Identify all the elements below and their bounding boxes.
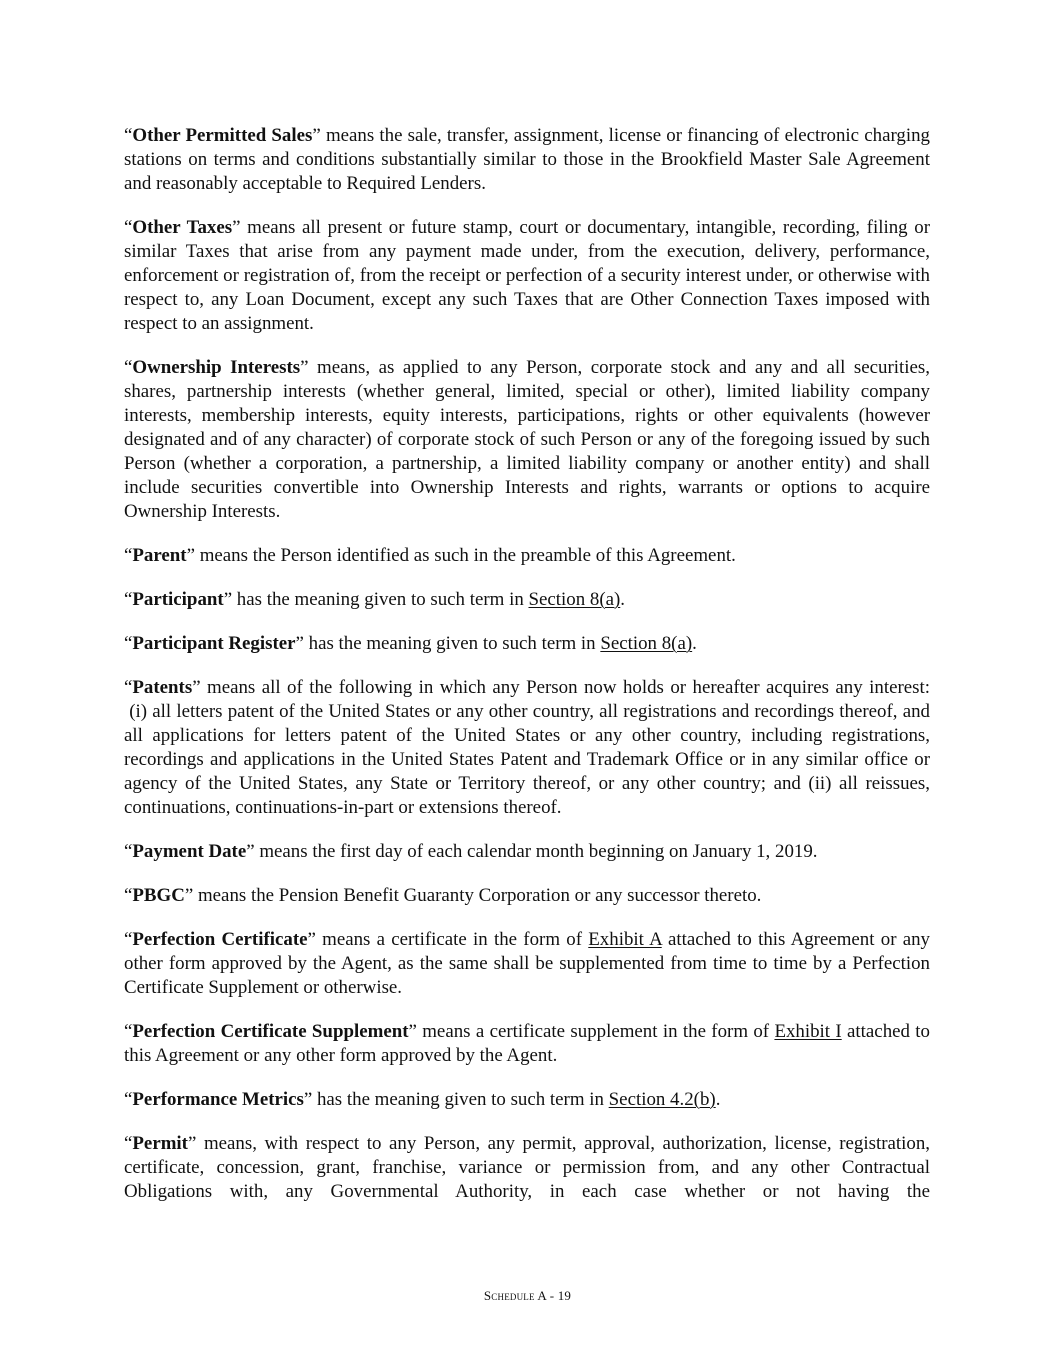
definition-pbgc: “PBGC” means the Pension Benefit Guaranty Corporation or any successor thereto. bbox=[124, 885, 762, 906]
definition-text: ” means a certificate supplement in the form of bbox=[408, 1021, 775, 1042]
definition-text: ” means all present or future stamp, court or documentary, intangible, recording, filing or similar Taxes that arise from any payment made under, from the execution, delivery, performance, enforcement or registration of, from the receipt or perfection of a security interest under, or otherwise with respect to, any Loan Document, except any such Taxes that are Other Connection Taxes imposed with respect to an assignment. bbox=[124, 217, 930, 334]
exhibit-reference-link[interactable]: Exhibit A bbox=[588, 929, 662, 950]
definition-text: ” has the meaning given to such term in bbox=[223, 589, 529, 610]
page-footer: Schedule A - 19 bbox=[483, 1288, 572, 1303]
definition-text: ” has the meaning given to such term in bbox=[303, 1089, 609, 1110]
definition-other-permitted-sales: “Other Permitted Sales” means the sale, transfer, assignment, license or financing of electronic charging stations on terms and conditions substantially similar to those in the Brookfield Master Sale Agreement and reasonably acceptable to Required Lenders. bbox=[124, 125, 930, 194]
definition-tail: . bbox=[692, 633, 697, 654]
definition-text: ” has the meaning given to such term in bbox=[295, 633, 601, 654]
definition-tail: attached to this Agreement or any other form approved by the Agent, as the same shall be supplemented from time to time by a Perfection Certificate Supplement or otherwise. bbox=[124, 929, 931, 998]
definition-text: ” means the first day of each calendar month beginning on January 1, 2019. bbox=[246, 841, 818, 862]
definition-perfection-certificate-supplement: “Perfection Certificate Supplement” means a certificate supplement in the form of Exhibit I attached to this Agreement or any other form approved by the Agent. bbox=[124, 1021, 931, 1066]
defined-term: Parent bbox=[132, 545, 187, 566]
definition-permit: “Permit” means, with respect to any Person, any permit, approval, authorization, license, registration, certificate, concession, grant, franchise, variance or permission from, and any other Contractual Obligations with, any Governmental Authority, in each case whether or not having the bbox=[124, 1133, 930, 1202]
defined-term: PBGC bbox=[132, 885, 185, 906]
definition-parent: “Parent” means the Person identified as such in the preamble of this Agreement. bbox=[124, 545, 736, 566]
definition-ownership-interests: “Ownership Interests” means, as applied to any Person, corporate stock and any and all securities, shares, partnership interests (whether general, limited, special or other), limited liability company interests, membership interests, equity interests, participations, rights or other equivalents (however designated and of any character) of corporate stock of such Person or any of the foregoing issued by such Person (whether a corporation, a partnership, a limited liability company or another entity) and shall include securities convertible into Ownership Interests and rights, warrants or options to acquire Ownership Interests. bbox=[124, 357, 930, 522]
definition-payment-date: “Payment Date” means the first day of each calendar month beginning on January 1, 2019. bbox=[124, 841, 818, 862]
definition-text: ” means, as applied to any Person, corporate stock and any and all securities, shares, partnership interests (whether general, limited, special or other), limited liability company interests, membership interests, equity interests, participations, rights or other equivalents (however designated and of any character) of corporate stock of such Person or any of the foregoing issued by such Person (whether a corporation, a partnership, a limited liability company or another entity) and shall include securities convertible into Ownership Interests and rights, warrants or options to acquire Ownership Interests. bbox=[124, 357, 930, 522]
defined-term: Patents bbox=[132, 677, 193, 698]
definition-text: ” means the Pension Benefit Guaranty Corporation or any successor thereto. bbox=[184, 885, 762, 906]
section-reference-link[interactable]: Section 8(a) bbox=[528, 589, 621, 610]
definition-text: ” means the Person identified as such in the preamble of this Agreement. bbox=[186, 545, 736, 566]
section-reference-link[interactable]: Section 4.2(b) bbox=[608, 1089, 716, 1110]
section-reference-link[interactable]: Section 8(a) bbox=[600, 633, 693, 654]
definition-text: ” means a certificate in the form of bbox=[307, 929, 589, 950]
definition-tail: . bbox=[620, 589, 626, 610]
definition-participant: “Participant” has the meaning given to such term in Section 8(a). bbox=[124, 589, 626, 610]
defined-term: Ownership Interests bbox=[132, 357, 301, 378]
defined-term: Permit bbox=[132, 1133, 188, 1154]
definition-tail: attached to this Agreement or any other form approved by the Agent. bbox=[124, 1021, 931, 1066]
document-body bbox=[124, 124, 930, 1224]
definition-perfection-certificate: “Perfection Certificate” means a certificate in the form of Exhibit A attached to this Agreement or any other form approved by the Agent, as the same shall be supplemented from time to time by a Perfection Certificate Supplement or otherwise. bbox=[124, 929, 931, 998]
defined-term: Performance Metrics bbox=[132, 1089, 304, 1110]
definition-text: ” means the sale, transfer, assignment, license or financing of electronic charging stations on terms and conditions substantially similar to those in the Brookfield Master Sale Agreement and reasonably acceptable to Required Lenders. bbox=[124, 125, 930, 194]
definition-text: ” means all of the following in which any Person now holds or hereafter acquires any interest: (i) all letters patent of the United States or any other country, all registrations and recordings thereof, and all applications for letters patent of the United States or any other country, including registrations, recordings and applications in the United States Patent and Trademark Office or in any similar office or agency of the United States, any State or Territory thereof, or any other country; and (ii) all reissues, continuations, continuations-in-part or extensions thereof. bbox=[124, 677, 930, 818]
defined-term: Participant bbox=[132, 589, 224, 610]
defined-term: Perfection Certificate Supplement bbox=[132, 1021, 409, 1042]
definition-performance-metrics: “Performance Metrics” has the meaning given to such term in Section 4.2(b). bbox=[124, 1089, 721, 1110]
defined-term: Perfection Certificate bbox=[132, 929, 308, 950]
definition-patents: “Patents” means all of the following in which any Person now holds or hereafter acquires any interest: (i) all letters patent of the United States or any other country, all registrations and recordings thereof, and all applications for letters patent of the United States or any other country, including registrations, recordings and applications in the United States Patent and Trademark Office or in any similar office or agency of the United States, any State or Territory thereof, or any other country; and (ii) all reissues, continuations, continuations-in-part or extensions thereof. bbox=[124, 677, 930, 818]
defined-term: Other Taxes bbox=[132, 217, 233, 238]
defined-term: Payment Date bbox=[132, 841, 247, 862]
exhibit-reference-link[interactable]: Exhibit I bbox=[774, 1021, 842, 1042]
definition-text: ” means, with respect to any Person, any permit, approval, authorization, license, registration, certificate, concession, grant, franchise, variance or permission from, and any other Contractual Obligations with, any Governmental Authority, in each case whether or not having the bbox=[124, 1133, 930, 1202]
definition-participant-register: “Participant Register” has the meaning given to such term in Section 8(a). bbox=[124, 633, 697, 654]
defined-term: Participant Register bbox=[132, 633, 296, 654]
defined-term: Other Permitted Sales bbox=[132, 125, 313, 146]
definition-tail: . bbox=[715, 1089, 721, 1110]
definition-other-taxes: “Other Taxes” means all present or future stamp, court or documentary, intangible, recording, filing or similar Taxes that arise from any payment made under, from the execution, delivery, performance, enforcement or registration of, from the receipt or perfection of a security interest under, or otherwise with respect to, any Loan Document, except any such Taxes that are Other Connection Taxes imposed with respect to an assignment. bbox=[124, 217, 930, 334]
